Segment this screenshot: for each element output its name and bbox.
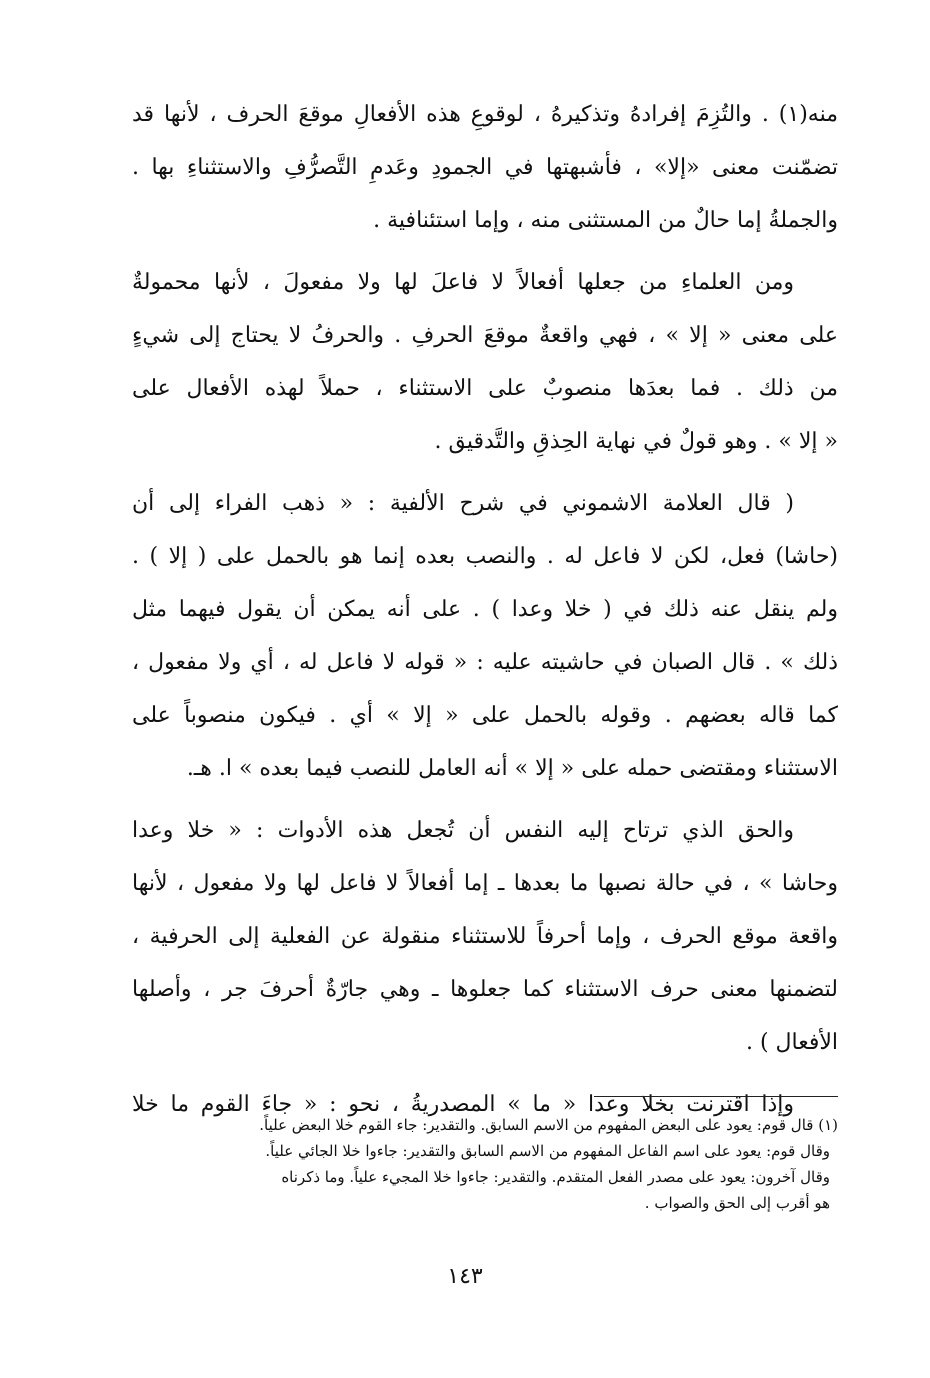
text-line: على معنى « إلا » ، فهي واقعةٌ موقعَ الحرفِ . والحرفُ لا يحتاج إلى شيءٍ	[132, 323, 838, 348]
main-text	[132, 88, 838, 1140]
paragraph-4	[132, 804, 838, 1069]
text-line: ذلك » . قال الصبان في حاشيته عليه : « قوله لا فاعل له ، أي ولا مفعول ،	[132, 650, 838, 675]
text-line: ولم ينقل عنه ذلك في ( خلا وعدا ) . على أنه يمكن أن يقول فيهما مثل	[132, 597, 838, 622]
text-line: ومن العلماءِ من جعلها أفعالاً لا فاعلَ لها ولا مفعولَ ، لأنها محمولةٌ	[132, 270, 794, 295]
text-line: الأفعال ) .	[745, 1030, 838, 1055]
text-line: ( قال العلامة الاشموني في شرح الألفية : « ذهب الفراء إلى أن	[132, 491, 794, 516]
text-line: تضمّنت معنى «إلا» ، فأشبهتها في الجمودِ وعَدمِ التَّصرُّفِ والاستثناءِ بها .	[132, 155, 838, 180]
text-line: الاستثناء ومقتضى حمله على « إلا » أنه العامل للنصب فيما بعده » ا. هـ.	[186, 756, 838, 781]
footnote-line: وقال آخرون: يعود على مصدر الفعل المتقدم. والتقدير: جاءوا خلا المجيء علياً. وما ذكرناه	[281, 1168, 830, 1186]
paragraph-3	[132, 477, 838, 795]
text-line: والحق الذي ترتاح إليه النفس أن تُجعل هذه الأدوات : « خلا وعدا	[132, 818, 794, 843]
text-line: (حاشا) فعل، لكن لا فاعل له . والنصب بعده إنما هو بالحمل على ( إلا ) .	[132, 544, 838, 569]
text-line: وإذا اقترنت بخلا وعدا « ما » المصدريةُ ، نحو : « جاءَ القوم ما خلا	[132, 1092, 794, 1117]
footnote-line: هو أقرب إلى الحق والصواب .	[644, 1194, 830, 1212]
footnote-separator	[594, 1096, 838, 1097]
text-line: والجملةُ إما حالٌ من المستثنى منه ، وإما استئنافية .	[373, 208, 838, 233]
text-line: كما قاله بعضهم . وقوله بالحمل على « إلا » أي . فيكون منصوباً على	[132, 703, 838, 728]
text-line: « إلا » . وهو قولٌ في نهاية الحِذقِ والتَّدقيق .	[434, 429, 838, 454]
footnote-line: (١) قال قوم: يعود على البعض المفهوم من الاسم السابق. والتقدير: جاء القوم خلا البعض علياً.	[259, 1116, 838, 1134]
text-line: واقعة موقع الحرف ، وإما أحرفاً للاستثناء منقولة عن الفعلية إلى الحرفية ،	[132, 924, 838, 949]
text-line: وحاشا » ، في حالة نصبها ما بعدها ـ إما أفعالاً لا فاعل لها ولا مفعول ، لأنها	[132, 871, 838, 896]
text-line: منه(١) . والتُزِمَ إفرادهُ وتذكيرهُ ، لوقوعِ هذه الأفعالِ موقعَ الحرف ، لأنها قد	[132, 102, 838, 127]
text-line: لتضمنها معنى حرف الاستثناء كما جعلوها ـ وهي جارّةٌ أحرفَ جر ، وأصلها	[132, 977, 838, 1002]
footnotes	[128, 1112, 838, 1216]
page-number: ١٤٣	[447, 1264, 483, 1289]
paragraph-2	[132, 256, 838, 468]
paragraph-1	[132, 88, 838, 247]
text-line: من ذلك . فما بعدَها منصوبٌ على الاستثناء ، حملاً لهذه الأفعال على	[132, 376, 838, 401]
footnote-line: وقال قوم: يعود على اسم الفاعل المفهوم من الاسم السابق والتقدير: جاءوا خلا الجائي علياً.	[265, 1142, 830, 1160]
